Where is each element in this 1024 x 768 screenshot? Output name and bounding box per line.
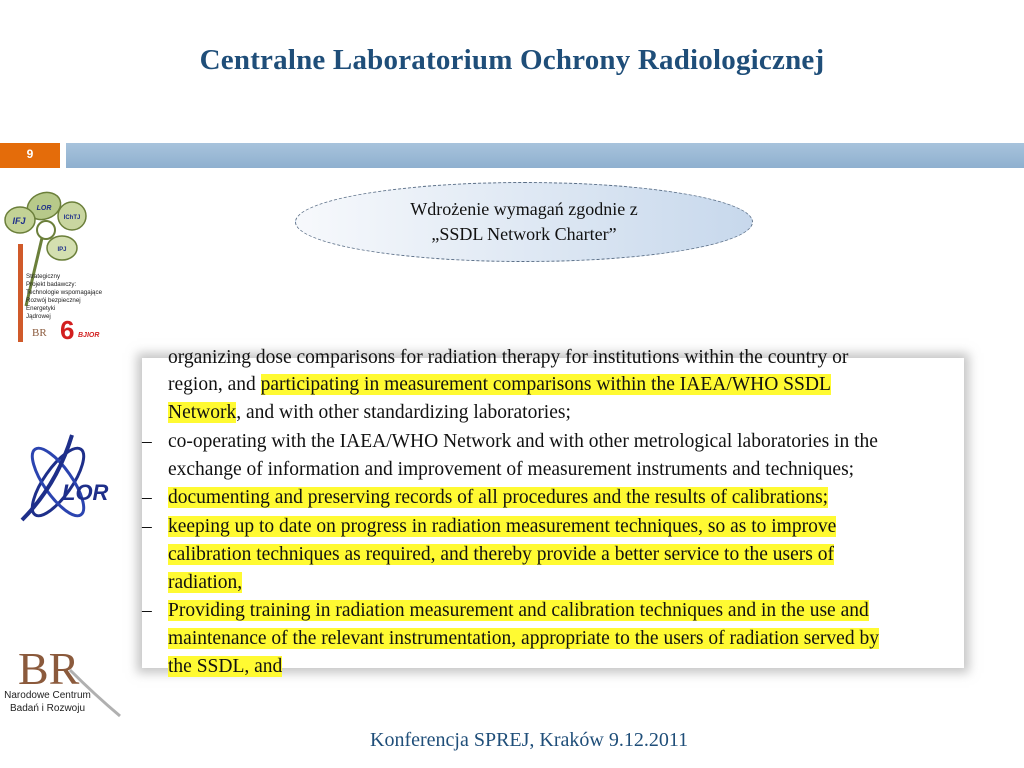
document-text: co-operating with the IAEA/WHO Network and with other metrological laboratories in the bbox=[168, 431, 878, 452]
atom-icon bbox=[22, 435, 92, 523]
document-line bbox=[168, 399, 571, 426]
document-text: , and with other standardizing laboratories; bbox=[236, 402, 571, 423]
document-line bbox=[168, 541, 834, 568]
slide-title: Centralne Laboratorium Ochrony Radiologicznej bbox=[199, 44, 825, 76]
page-number-badge: 9 bbox=[0, 143, 60, 168]
sprej-petal-lor: LOR bbox=[36, 205, 52, 212]
list-bullet: – bbox=[142, 431, 152, 452]
highlighted-text: radiation, bbox=[168, 572, 243, 593]
sprej-number-suffix: BJIOR bbox=[78, 332, 100, 339]
document-line bbox=[168, 569, 242, 596]
sprej-petal-ichtj: IChTJ bbox=[63, 215, 81, 221]
document-line bbox=[168, 484, 828, 511]
sprej-line-6: Jądrowej bbox=[26, 313, 51, 320]
highlighted-text: calibration techniques as required, and thereby provide a better service to the users of bbox=[168, 544, 834, 565]
document-line bbox=[168, 625, 879, 652]
document-line bbox=[168, 428, 878, 455]
lor-logo-text: LOR bbox=[62, 480, 109, 505]
callout-line-1: Wdrożenie wymagań zgodnie z bbox=[410, 199, 638, 219]
ncbr-name bbox=[0, 689, 95, 715]
document-line bbox=[168, 371, 831, 398]
document-line bbox=[168, 513, 836, 540]
lor-logo bbox=[12, 430, 109, 532]
sprej-number: 6 bbox=[60, 315, 75, 345]
ncbr-mark: BR bbox=[18, 643, 80, 694]
sprej-logo bbox=[2, 186, 114, 348]
list-bullet: – bbox=[142, 487, 152, 508]
highlighted-text: Network bbox=[168, 402, 237, 423]
highlighted-text: the SSDL, and bbox=[168, 656, 283, 677]
highlighted-text: keeping up to date on progress in radiation measurement techniques, so as to improve bbox=[168, 516, 837, 537]
document-line bbox=[168, 344, 848, 371]
ncbr-name-line-1: Narodowe Centrum bbox=[4, 690, 91, 701]
list-bullet: – bbox=[142, 516, 152, 537]
document-text: organizing dose comparisons for radiation therapy for institutions within the country or bbox=[168, 347, 849, 368]
sprej-line-5: Energetyki bbox=[26, 305, 56, 312]
document-text: exchange of information and improvement of measurement instruments and techniques; bbox=[168, 459, 855, 480]
list-bullet: – bbox=[142, 600, 152, 621]
sprej-line-4: Rozwój bezpiecznej bbox=[26, 297, 81, 304]
sprej-petal-ipj: IPJ bbox=[57, 247, 67, 253]
sprej-petal-ifj: IFJ bbox=[12, 216, 26, 226]
highlighted-text: participating in measurement comparisons within the IAEA/WHO SSDL bbox=[260, 374, 831, 395]
sprej-mini-logo: BR bbox=[32, 327, 47, 339]
highlighted-text: Providing training in radiation measurement and calibration techniques and in the use and bbox=[168, 600, 869, 621]
document-line bbox=[168, 456, 854, 483]
callout-line-2: „SSDL Network Charter” bbox=[431, 224, 617, 244]
sprej-line-2: Projekt badawczy: bbox=[26, 281, 77, 288]
highlighted-text: documenting and preserving records of all procedures and the results of calibrations; bbox=[168, 487, 829, 508]
sprej-line-1: Strategiczny bbox=[26, 273, 61, 280]
sprej-line-3: Technologie wspomagające bbox=[26, 289, 103, 296]
document-excerpt bbox=[142, 347, 964, 677]
callout-ellipse bbox=[295, 182, 753, 262]
document-text: region, and bbox=[168, 374, 261, 395]
document-line bbox=[168, 653, 282, 680]
highlighted-text: maintenance of the relevant instrumentation, appropriate to the users of radiation served by bbox=[168, 628, 879, 649]
slide-footer: Konferencja SPREJ, Kraków 9.12.2011 bbox=[370, 729, 689, 751]
header-bar bbox=[66, 143, 1024, 168]
ncbr-name-line-2: Badań i Rozwoju bbox=[9, 703, 86, 714]
document-line bbox=[168, 597, 869, 624]
